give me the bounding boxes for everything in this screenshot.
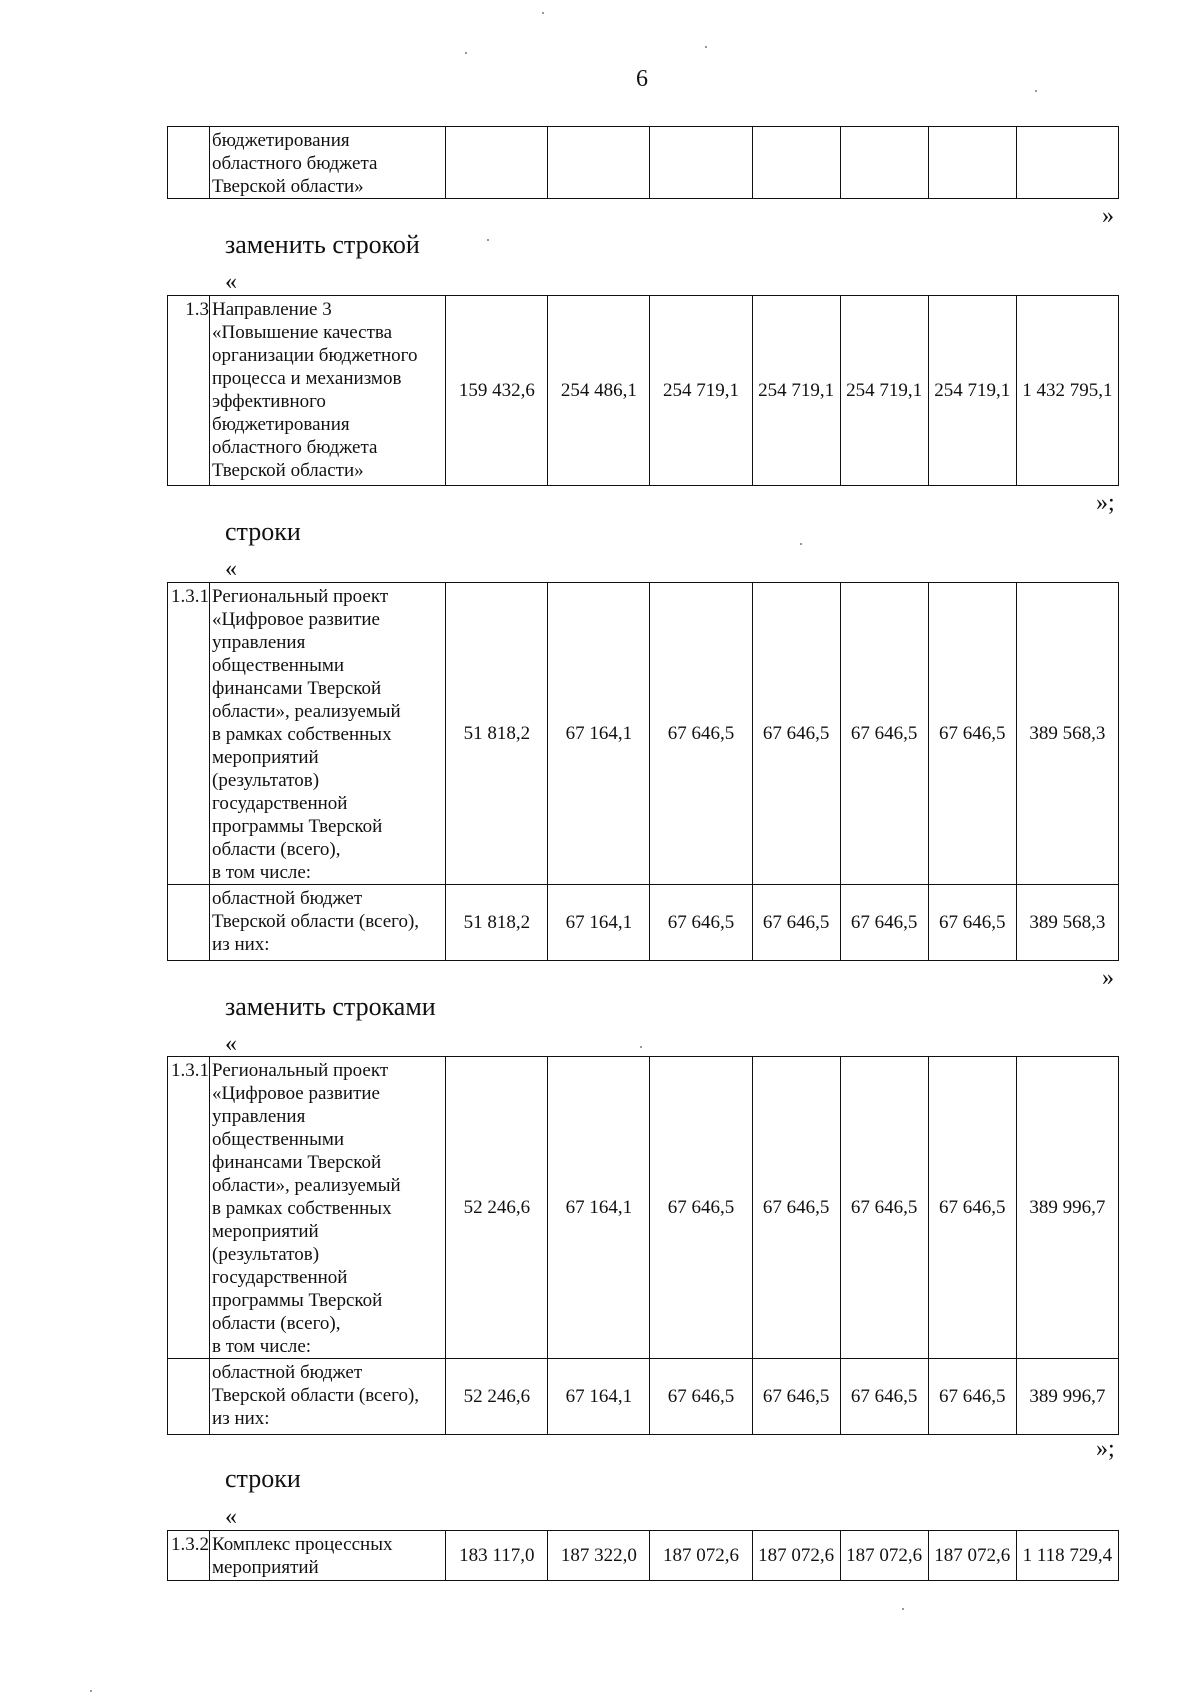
value-cell: 67 646,5: [752, 1057, 840, 1359]
value-cell: 67 646,5: [928, 583, 1016, 885]
value-cell: [928, 127, 1016, 199]
table-row: [168, 1531, 1119, 1581]
scan-speck: [902, 1608, 904, 1610]
value-cell: 254 719,1: [752, 296, 840, 486]
value-cell: [752, 127, 840, 199]
row-number-cell: [168, 885, 210, 961]
closing-quote-semicolon: »;: [1096, 490, 1115, 516]
page-number: 6: [636, 66, 648, 92]
value-cell: 67 646,5: [840, 1359, 928, 1435]
table-row: [168, 583, 1119, 885]
row-number-cell: [168, 127, 210, 199]
row-name-cell: областной бюджет Тверской области (всего), из них:: [210, 885, 446, 961]
row-number-cell: 1.3.1: [168, 1057, 210, 1359]
value-cell: 51 818,2: [446, 885, 548, 961]
value-cell: 67 164,1: [548, 885, 650, 961]
scan-speck: [1035, 90, 1037, 92]
value-cell: 67 646,5: [840, 885, 928, 961]
row-number-cell: 1.3.2: [168, 1531, 210, 1581]
row-number-cell: [168, 1359, 210, 1435]
value-cell: 52 246,6: [446, 1057, 548, 1359]
row-name-cell: Региональный проект «Цифровое развитие управления общественными финансами Тверской области», реализуемый в рамках собственных мероприятий (результатов) государственной программы Тверской области (всего), в том числе:: [210, 583, 446, 885]
value-cell: 67 646,5: [650, 885, 752, 961]
table-row: [168, 296, 1119, 486]
row-name-cell: областной бюджет Тверской области (всего), из них:: [210, 1359, 446, 1435]
table-direction-3: [167, 295, 1119, 486]
value-cell: 67 646,5: [650, 583, 752, 885]
value-cell: 67 646,5: [752, 885, 840, 961]
value-cell: 254 719,1: [928, 296, 1016, 486]
value-cell: 67 646,5: [928, 1057, 1016, 1359]
row-name-cell: Направление 3 «Повышение качества организации бюджетного процесса и механизмов эффективного бюджетирования областного бюджета Тверской области»: [210, 296, 446, 486]
table-regional-project-old: [167, 582, 1119, 961]
scan-speck: [800, 543, 802, 545]
value-cell: 67 646,5: [650, 1359, 752, 1435]
value-cell: 67 646,5: [928, 885, 1016, 961]
scan-speck: [542, 12, 544, 14]
value-cell: 187 072,6: [752, 1531, 840, 1581]
value-cell: 1 432 795,1: [1016, 296, 1118, 486]
row-name-cell: бюджетирования областного бюджета Тверской области»: [210, 127, 446, 199]
value-cell: 67 164,1: [548, 583, 650, 885]
row-name-cell: Комплекс процессных мероприятий: [210, 1531, 446, 1581]
value-cell: 187 072,6: [650, 1531, 752, 1581]
value-cell: 389 568,3: [1016, 583, 1118, 885]
scan-speck: [90, 1690, 92, 1692]
row-number-cell: 1.3.1: [168, 583, 210, 885]
row-number-cell: 1.3: [168, 296, 210, 486]
value-cell: [840, 127, 928, 199]
value-cell: 187 072,6: [928, 1531, 1016, 1581]
value-cell: 67 646,5: [752, 583, 840, 885]
value-cell: 67 164,1: [548, 1359, 650, 1435]
value-cell: 1 118 729,4: [1016, 1531, 1118, 1581]
table-row: [168, 885, 1119, 961]
opening-quote: «: [225, 1504, 237, 1530]
value-cell: 254 486,1: [548, 296, 650, 486]
value-cell: 254 719,1: [840, 296, 928, 486]
value-cell: 389 568,3: [1016, 885, 1118, 961]
scan-speck: [705, 46, 707, 48]
table-row: [168, 127, 1119, 199]
value-cell: 51 818,2: [446, 583, 548, 885]
value-cell: 187 322,0: [548, 1531, 650, 1581]
value-cell: 159 432,6: [446, 296, 548, 486]
value-cell: 67 646,5: [650, 1057, 752, 1359]
value-cell: [650, 127, 752, 199]
caption-rows: строки: [225, 517, 301, 546]
value-cell: 67 646,5: [752, 1359, 840, 1435]
value-cell: 67 646,5: [840, 1057, 928, 1359]
closing-quote-semicolon: »;: [1096, 1436, 1115, 1462]
value-cell: 389 996,7: [1016, 1359, 1118, 1435]
value-cell: 67 646,5: [840, 583, 928, 885]
value-cell: 183 117,0: [446, 1531, 548, 1581]
value-cell: [446, 127, 548, 199]
closing-quote: »: [1102, 965, 1114, 991]
caption-rows: строки: [225, 1464, 301, 1493]
value-cell: 52 246,6: [446, 1359, 548, 1435]
scan-speck: [465, 52, 467, 54]
opening-quote: «: [225, 269, 237, 295]
table-top-fragment: [167, 126, 1119, 199]
closing-quote: »: [1102, 203, 1114, 229]
caption-replace-rows: заменить строками: [225, 992, 436, 1021]
value-cell: 67 646,5: [928, 1359, 1016, 1435]
caption-replace-row: заменить строкой: [225, 230, 420, 259]
table-regional-project-new: [167, 1056, 1119, 1435]
table-row: [168, 1057, 1119, 1359]
value-cell: 187 072,6: [840, 1531, 928, 1581]
table-row: [168, 1359, 1119, 1435]
value-cell: 67 164,1: [548, 1057, 650, 1359]
table-process-complex: [167, 1530, 1119, 1581]
value-cell: [1016, 127, 1118, 199]
value-cell: [548, 127, 650, 199]
scan-speck: [640, 1046, 642, 1048]
opening-quote: «: [225, 556, 237, 582]
value-cell: 254 719,1: [650, 296, 752, 486]
value-cell: 389 996,7: [1016, 1057, 1118, 1359]
opening-quote: «: [225, 1031, 237, 1057]
scan-speck: [487, 239, 489, 241]
row-name-cell: Региональный проект «Цифровое развитие управления общественными финансами Тверской области», реализуемый в рамках собственных мероприятий (результатов) государственной программы Тверской области (всего), в том числе:: [210, 1057, 446, 1359]
